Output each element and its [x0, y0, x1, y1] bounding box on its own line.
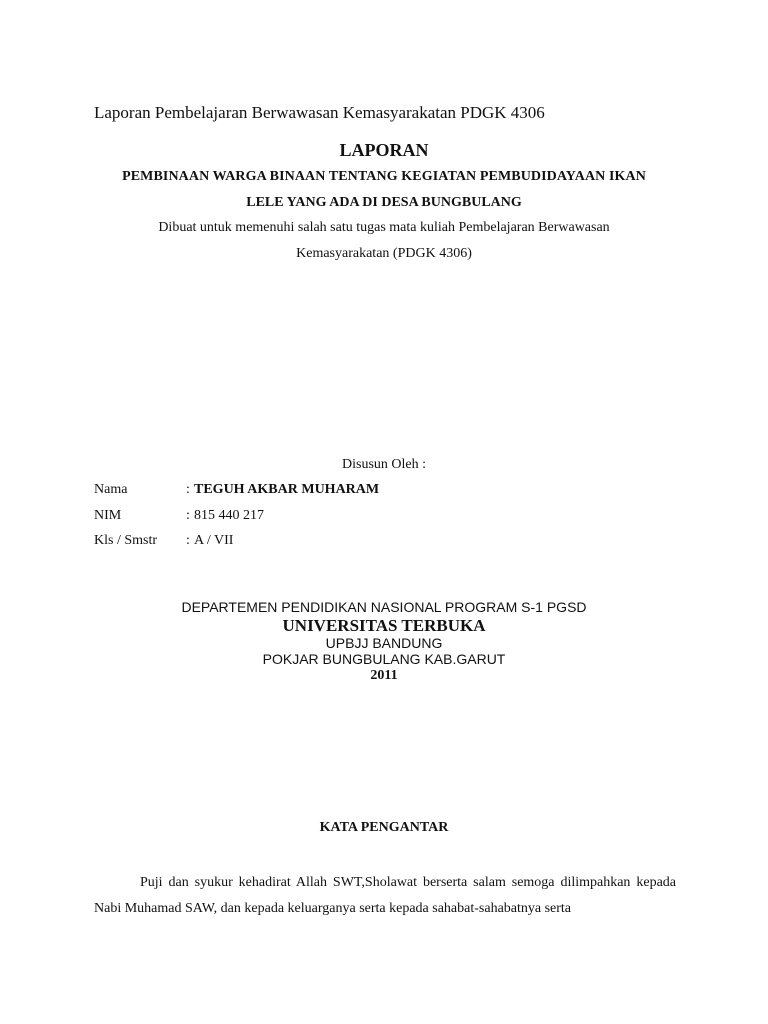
author-name-colon: :: [186, 482, 190, 497]
preface-paragraph: Puji dan syukur kehadirat Allah SWT,Sholawat berserta salam semoga dilimpahkan kepada Nabi Muhamad SAW, dan kepada keluarganya serta kepada sahabat-sahabatnya serta: [94, 875, 676, 916]
department-line: DEPARTEMEN PENDIDIKAN NASIONAL PROGRAM S-1 PGSD: [181, 599, 587, 615]
year-line: 2011: [370, 668, 398, 683]
author-nim-value: 815 440 217: [194, 508, 264, 523]
university-name: UNIVERSITAS TERBUKA: [282, 616, 486, 635]
author-class-value: A / VII: [194, 533, 234, 548]
report-subtitle-line-1: PEMBINAAN WARGA BINAAN TENTANG KEGIATAN PEMBUDIDAYAAN IKAN: [122, 169, 646, 184]
pokjar-line: POKJAR BUNGBULANG KAB.GARUT: [262, 651, 506, 667]
report-subtitle-line-2: LELE YANG ADA DI DESA BUNGBULANG: [246, 195, 522, 210]
prepared-by-label: Disusun Oleh :: [342, 457, 426, 472]
unit-line: UPBJJ BANDUNG: [325, 635, 443, 651]
author-class-colon: :: [186, 533, 190, 548]
author-class-label: Kls / Smstr: [94, 533, 158, 548]
report-title: LAPORAN: [339, 140, 429, 160]
author-nim-label: NIM: [94, 508, 122, 523]
author-name-label: Nama: [94, 482, 128, 497]
report-purpose-line-2: Kemasyarakatan (PDGK 4306): [296, 246, 472, 261]
author-nim-colon: :: [186, 508, 190, 523]
author-name-value: TEGUH AKBAR MUHARAM: [194, 482, 380, 497]
report-purpose-line-1: Dibuat untuk memenuhi salah satu tugas mata kuliah Pembelajaran Berwawasan: [158, 220, 610, 235]
course-header: Laporan Pembelajaran Berwawasan Kemasyarakatan PDGK 4306: [94, 103, 545, 122]
preface-title: KATA PENGANTAR: [319, 820, 449, 835]
